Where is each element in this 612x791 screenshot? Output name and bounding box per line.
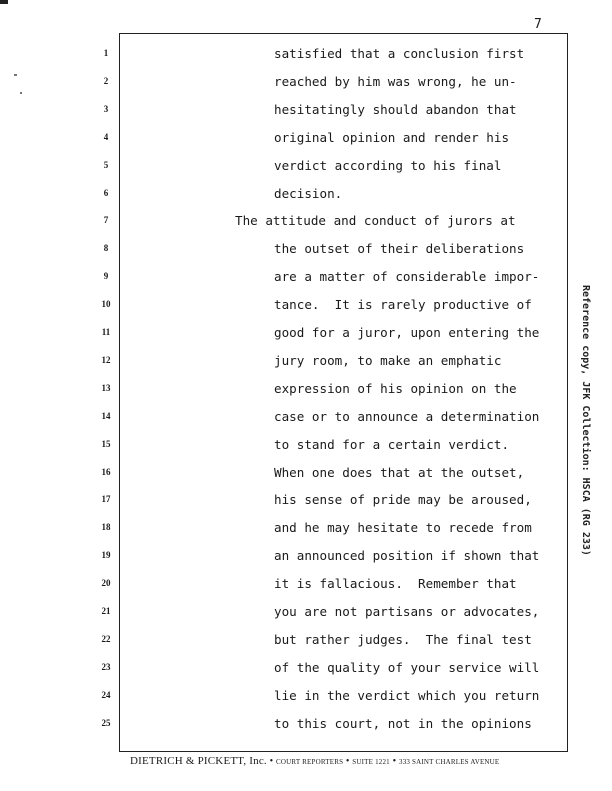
footer-separator: • — [269, 756, 274, 767]
line-number: 25 — [101, 717, 111, 728]
transcript-line: The attitude and conduct of jurors at — [235, 213, 516, 229]
transcript-line: jury room, to make an emphatic — [274, 352, 502, 368]
line-number: 2 — [103, 75, 109, 86]
line-number: 6 — [103, 187, 109, 198]
line-number: 22 — [101, 633, 111, 644]
line-number: 8 — [103, 243, 109, 254]
transcript-line: his sense of pride may be aroused, — [274, 492, 532, 508]
transcript-line: original opinion and render his — [274, 129, 510, 145]
transcript-line: and he may hesitate to recede from — [274, 520, 532, 536]
footer-firm: DIETRICH & PICKETT, Inc. — [130, 755, 267, 767]
transcript-line: the outset of their deliberations — [274, 241, 525, 257]
line-number: 24 — [101, 689, 111, 700]
line-number: 1 — [103, 48, 109, 58]
scan-speck — [14, 74, 17, 76]
line-number: 23 — [101, 661, 111, 672]
transcript-line: but rather judges. The final test — [274, 631, 532, 647]
line-number: 15 — [101, 438, 111, 449]
transcript-line: it is fallacious. Remember that — [274, 576, 517, 592]
transcript-line: good for a juror, upon entering the — [274, 325, 540, 340]
footer-suite: SUITE 1221 — [352, 758, 390, 766]
line-number: 12 — [101, 354, 111, 365]
transcript-line: decision. — [274, 185, 343, 201]
line-number: 3 — [103, 103, 109, 114]
transcript-line: verdict according to his final — [274, 157, 502, 173]
footer-separator: • — [392, 756, 397, 767]
line-number: 11 — [101, 327, 111, 337]
footer-role: COURT REPORTERS — [276, 758, 344, 766]
line-number: 21 — [101, 606, 111, 616]
line-number: 5 — [103, 159, 109, 170]
page-number: 7 — [534, 17, 542, 32]
transcript-line: expression of his opinion on the — [274, 380, 517, 396]
transcript-line: satisfied that a conclusion first — [274, 46, 525, 61]
transcript-line: reached by him was wrong, he un- — [274, 73, 517, 89]
line-number: 13 — [101, 382, 111, 393]
transcript-line: When one does that at the outset, — [274, 464, 525, 480]
line-number: 14 — [101, 410, 111, 421]
transcript-line: are a matter of considerable impor- — [274, 269, 540, 285]
line-number: 18 — [101, 522, 111, 533]
scan-edge-mark — [0, 0, 8, 4]
transcript-line: tance. It is rarely productive of — [274, 297, 532, 313]
transcript-line: to stand for a certain verdict. — [274, 436, 510, 452]
footer-separator: • — [345, 756, 350, 767]
transcript-line: hesitatingly should abandon that — [274, 101, 517, 117]
transcript-line: case or to announce a determination — [274, 408, 540, 424]
line-number: 16 — [101, 466, 111, 477]
line-number: 4 — [103, 131, 109, 142]
transcript-line: you are not partisans or advocates, — [274, 604, 540, 619]
line-number: 10 — [101, 299, 111, 310]
scan-speck — [20, 92, 22, 94]
transcript-line: of the quality of your service will — [274, 659, 540, 675]
line-number: 20 — [101, 578, 111, 589]
transcript-line: lie in the verdict which you return — [274, 687, 540, 703]
line-number: 9 — [103, 271, 109, 282]
footer — [130, 755, 570, 767]
line-number: 19 — [101, 550, 111, 561]
transcript-line: an announced position if shown that — [274, 548, 540, 564]
line-number: 17 — [101, 494, 111, 505]
archive-reference-note: Reference copy, JFK Collection: HSCA (RG 233) — [580, 285, 591, 556]
transcript-line: to this court, not in the opinions — [274, 715, 532, 731]
footer-address: 333 SAINT CHARLES AVENUE — [399, 758, 500, 766]
line-number: 7 — [103, 215, 109, 226]
